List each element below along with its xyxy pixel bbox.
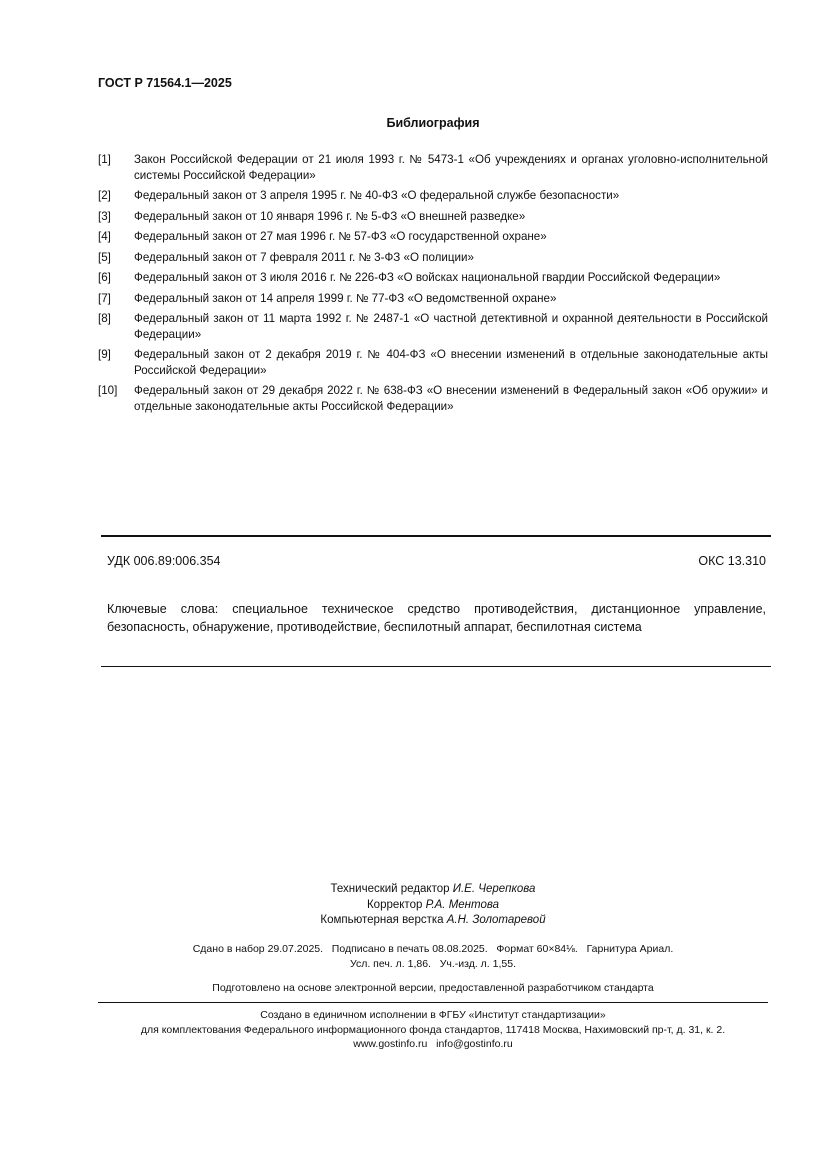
bibliography-item xyxy=(98,291,768,307)
tech-editor-label: Технический редактор xyxy=(330,883,450,895)
bibliography-item-text: Федеральный закон от 7 февраля 2011 г. № 3-ФЗ «О полиции» xyxy=(134,250,474,264)
bibliography-item xyxy=(98,311,768,342)
divider-thin xyxy=(101,666,771,667)
bibliography-item-number: [7] xyxy=(98,291,111,305)
bibliography-item xyxy=(98,270,768,286)
tech-editor-name: И.Е. Черепкова xyxy=(452,883,536,895)
layout-line xyxy=(0,913,827,929)
corrector-label: Корректор xyxy=(366,898,423,911)
layout-label: Компьютерная верстка xyxy=(320,914,444,926)
print-info-line: Сдано в набор 29.07.2025. Подписано в печать 08.08.2025. Формат 60×84⅛. Гарнитура Ариал. xyxy=(192,943,674,955)
bibliography-item-text: Федеральный закон от 11 марта 1992 г. № 2487-1 «О частной детективной и охранной деятельности в Российской Федерации» xyxy=(134,312,768,341)
bibliography-item-number: [8] xyxy=(98,312,111,325)
bibliography-item-text: Федеральный закон от 29 декабря 2022 г. № 638-ФЗ «О внесении изменений в Федеральный закон «Об оружии» и отдельные законодательные акты Российской Федерации» xyxy=(134,384,768,413)
bibliography-item-number: [2] xyxy=(98,189,111,202)
bibliography-item-number: [4] xyxy=(98,230,111,243)
oks-code: ОКС 13.310 xyxy=(698,554,766,568)
bibliography-item xyxy=(98,229,768,245)
layout-name: А.Н. Золотаревой xyxy=(446,914,546,926)
corrector-line xyxy=(0,898,827,914)
bibliography-item xyxy=(98,250,768,266)
corrector-name: Р.А. Ментова xyxy=(425,898,499,911)
bibliography-item-text: Федеральный закон от 10 января 1996 г. № 5-ФЗ «О внешней разведке» xyxy=(134,209,526,223)
bibliography-item-text: Федеральный закон от 14 апреля 1999 г. № 77-ФЗ «О ведомственной охране» xyxy=(134,291,557,305)
bibliography-item xyxy=(98,188,768,204)
bibliography-item-text: Федеральный закон от 3 апреля 1995 г. № 40-ФЗ «О федеральной службе безопасности» xyxy=(134,189,620,202)
publisher-line: для комплектования Федерального информационного фонда стандартов, 117418 Москва, Нахимовский пр-т, д. 31, к. 2. xyxy=(140,1023,726,1036)
bibliography-item-number: [9] xyxy=(98,348,111,361)
publisher-block xyxy=(0,1008,827,1052)
bibliography-item-number: [3] xyxy=(98,209,111,223)
divider-footer xyxy=(98,1002,768,1003)
tech-editor-line xyxy=(0,882,827,898)
bibliography-item xyxy=(98,152,768,183)
bibliography-item xyxy=(98,209,768,225)
prepared-note: Подготовлено на основе электронной версии, предоставленной разработчиком стандарта xyxy=(212,982,654,994)
bibliography-item-number: [10] xyxy=(98,384,118,397)
keywords-text: Ключевые слова: специальное техническое средство противодействия, дистанционное управление, безопасность, обнаружение, противодействие, беспилотный аппарат, беспилотная система xyxy=(107,602,766,634)
bibliography-item-text: Закон Российской Федерации от 21 июля 1993 г. № 5473-1 «Об учреждениях и органах уголовно-исполнительной системы Российской Федерации» xyxy=(134,153,768,182)
udk-code: УДК 006.89:006.354 xyxy=(107,554,221,568)
publisher-line: Создано в единичном исполнении в ФГБУ «Институт стандартизации» xyxy=(260,1009,606,1021)
divider-thick xyxy=(101,535,771,537)
credits-block xyxy=(0,882,827,929)
bibliography-item xyxy=(98,383,768,414)
bibliography-list xyxy=(98,152,768,419)
bibliography-item-number: [5] xyxy=(98,250,111,264)
print-info xyxy=(0,942,827,972)
bibliography-title: Библиография xyxy=(386,116,480,130)
bibliography-item xyxy=(98,347,768,378)
bibliography-item-number: [6] xyxy=(98,271,111,284)
publisher-contacts: www.gostinfo.ru info@gostinfo.ru xyxy=(353,1038,513,1050)
bibliography-item-text: Федеральный закон от 3 июля 2016 г. № 226-ФЗ «О войсках национальной гвардии Российской Федерации» xyxy=(134,271,721,284)
bibliography-item-number: [1] xyxy=(98,153,111,166)
bibliography-item-text: Федеральный закон от 2 декабря 2019 г. № 404-ФЗ «О внесении изменений в отдельные законодательные акты Российской Федерации» xyxy=(134,348,768,377)
bibliography-item-text: Федеральный закон от 27 мая 1996 г. № 57-ФЗ «О государственной охране» xyxy=(134,230,547,243)
standard-code: ГОСТ Р 71564.1—2025 xyxy=(98,76,232,90)
print-info-line: Усл. печ. л. 1,86. Уч.-изд. л. 1,55. xyxy=(349,958,516,970)
